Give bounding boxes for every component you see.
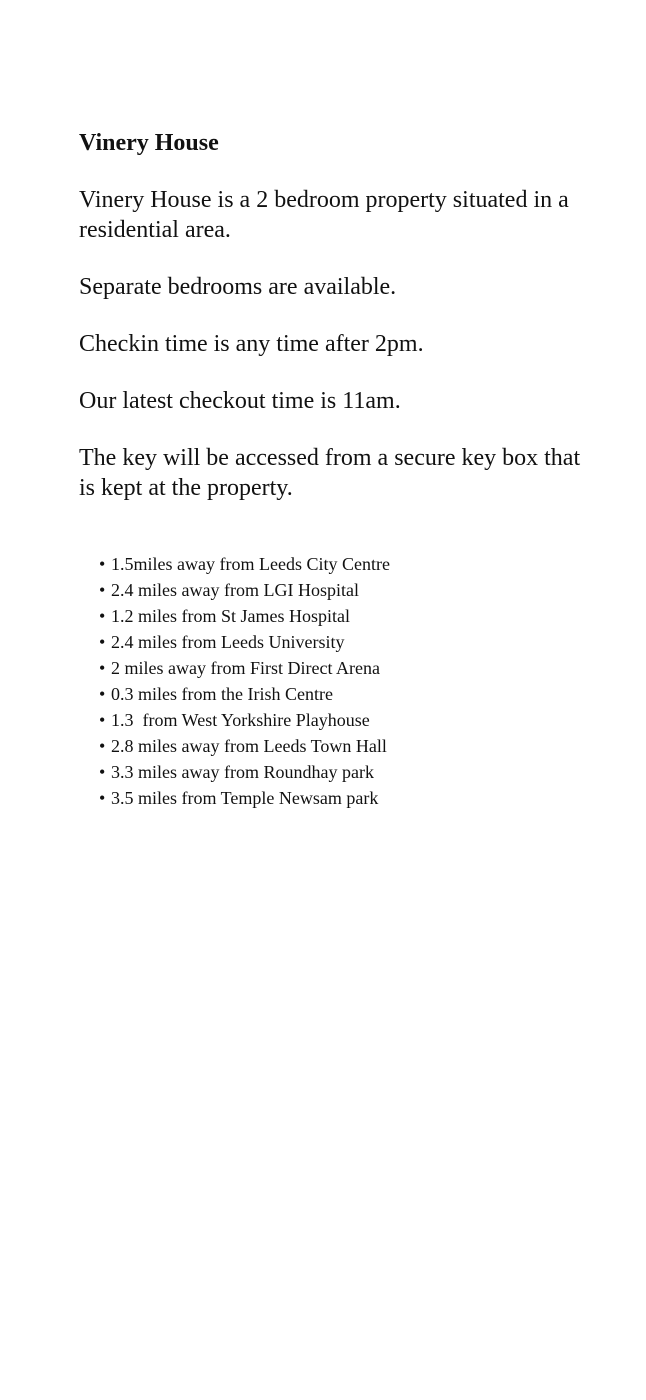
list-item [99, 707, 599, 733]
list-item-text: 1.5miles away from Leeds City Centre [111, 554, 390, 574]
bullet-icon: • [99, 554, 106, 574]
checkin-paragraph: Checkin time is any time after 2pm. [79, 331, 424, 357]
list-item-text: 1.2 miles from St James Hospital [111, 606, 350, 626]
property-description [79, 128, 599, 811]
list-item-text: 3.3 miles away from Roundhay park [111, 762, 374, 782]
intro-paragraph: Vinery House is a 2 bedroom property situated in a residential area. [79, 187, 569, 243]
page-title: Vinery House [79, 130, 219, 156]
list-item [99, 603, 599, 629]
list-item-text: 0.3 miles from the Irish Centre [111, 684, 333, 704]
list-item [99, 551, 599, 577]
bullet-icon: • [99, 762, 106, 782]
list-item [99, 785, 599, 811]
bullet-icon: • [99, 684, 106, 704]
bedrooms-paragraph: Separate bedrooms are available. [79, 274, 397, 300]
list-item [99, 629, 599, 655]
bullet-icon: • [99, 658, 106, 678]
list-item [99, 577, 599, 603]
distance-list [99, 551, 599, 811]
bullet-icon: • [99, 710, 106, 730]
bullet-icon: • [99, 736, 106, 756]
bullet-icon: • [99, 632, 106, 652]
list-item-text: 2.4 miles away from LGI Hospital [111, 580, 359, 600]
list-item-text: 1.3 from West Yorkshire Playhouse [111, 710, 370, 730]
list-item [99, 733, 599, 759]
checkout-paragraph: Our latest checkout time is 11am. [79, 388, 401, 414]
list-item [99, 681, 599, 707]
bullet-icon: • [99, 606, 106, 626]
list-item-text: 2 miles away from First Direct Arena [111, 658, 380, 678]
list-item [99, 655, 599, 681]
key-access-paragraph: The key will be accessed from a secure key box that is kept at the property. [79, 445, 581, 501]
list-item-text: 2.8 miles away from Leeds Town Hall [111, 736, 387, 756]
list-item-text: 2.4 miles from Leeds University [111, 632, 345, 652]
bullet-icon: • [99, 580, 106, 600]
list-item-text: 3.5 miles from Temple Newsam park [111, 788, 379, 808]
list-item [99, 759, 599, 785]
bullet-icon: • [99, 788, 106, 808]
